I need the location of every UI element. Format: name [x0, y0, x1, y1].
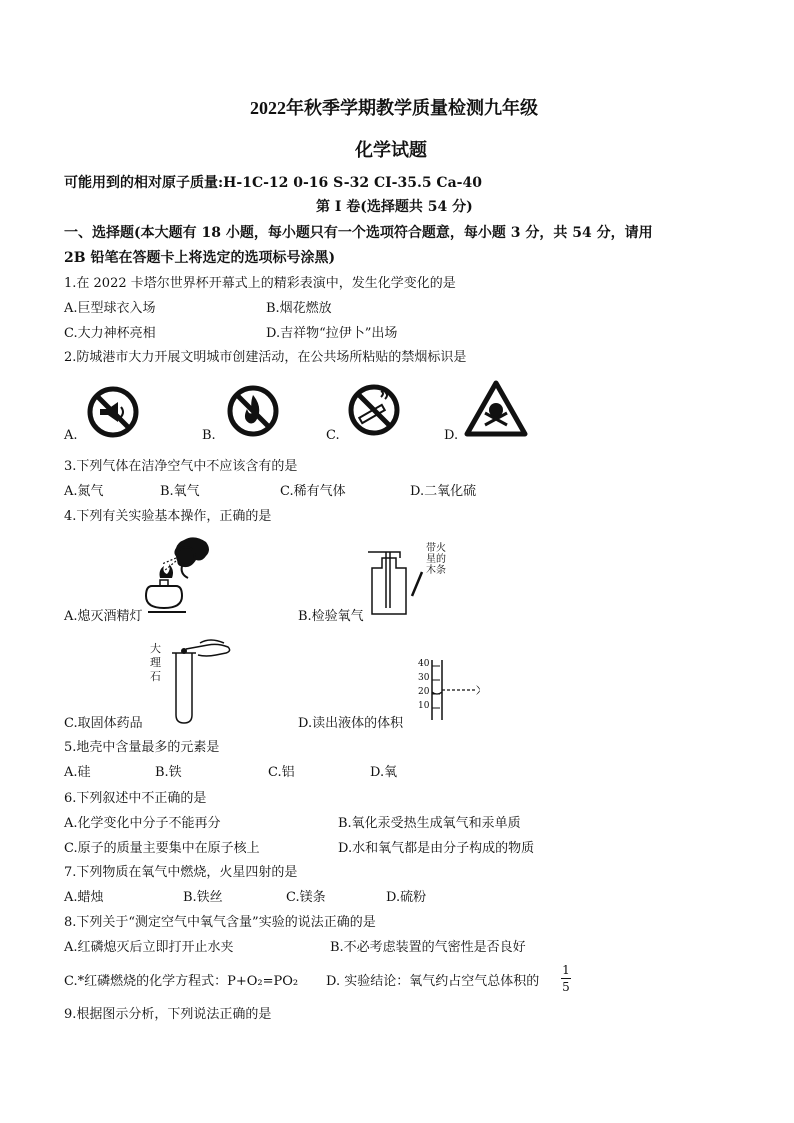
q4-option-c[interactable]: C.取固体药品	[64, 716, 143, 731]
cylinder-tick-30: 30	[418, 673, 430, 683]
no-smoking-sign-icon	[347, 383, 401, 437]
q2-option-a[interactable]: A.	[64, 428, 78, 443]
q5-option-c[interactable]: C.铝	[268, 765, 295, 780]
wood-stick-label-3: 木条	[426, 565, 446, 576]
no-horn-sign-icon	[86, 385, 140, 439]
q6-option-b[interactable]: B.氧化汞受热生成氧气和汞单质	[338, 816, 521, 831]
q5-stem: 5.地壳中含量最多的元素是	[64, 740, 220, 755]
q7-stem: 7.下列物质在氧气中燃烧，火星四射的是	[64, 865, 298, 880]
q6-stem: 6.下列叙述中不正确的是	[64, 791, 207, 806]
atomic-mass-line: 可能用到的相对原子质量:H-1C-12 0-16 S-32 CI-35.5 Ca-40	[64, 175, 482, 191]
fraction-bar	[561, 978, 571, 979]
q2-stem: 2.防城港市大力开展文明城市创建活动，在公共场所粘贴的禁烟标识是	[64, 350, 467, 365]
q8-stem: 8.下列关于“测定空气中氧气含量”实验的说法正确的是	[64, 915, 376, 930]
q3-stem: 3.下列气体在洁净空气中不应该含有的是	[64, 459, 298, 474]
cylinder-tick-20: 20	[418, 687, 430, 697]
exam-subject: 化学试题	[355, 140, 427, 160]
section-instructions-line1: 一、选择题(本大题有 18 小题，每小题只有一个选项符合题意，每小题 3 分，共 54 分，请用	[64, 225, 653, 241]
q6-option-d[interactable]: D.水和氧气都是由分子构成的物质	[338, 841, 535, 856]
q1-option-a[interactable]: A.巨型球衣入场	[64, 301, 156, 316]
q2-option-b[interactable]: B.	[202, 428, 216, 443]
q3-option-b[interactable]: B.氧气	[160, 484, 200, 499]
marble-label-1: 大	[150, 642, 161, 655]
section-instructions-line2: 2B 铅笔在答题卡上将选定的选项标号涂黑)	[64, 250, 336, 266]
blowing-out-lamp-figure	[146, 534, 216, 624]
q1-option-b[interactable]: B.烟花燃放	[266, 301, 332, 316]
q4-option-d[interactable]: D.读出液体的体积	[298, 716, 404, 731]
q8-option-a[interactable]: A.红磷熄灭后立即打开止水夹	[64, 940, 234, 955]
q5-option-b[interactable]: B.铁	[155, 765, 182, 780]
cylinder-tick-40: 40	[418, 659, 430, 669]
fraction-numerator: 1	[562, 963, 570, 977]
q8-option-c[interactable]: C.*红磷燃烧的化学方程式：P+O₂=PO₂	[64, 974, 299, 989]
no-fire-sign-icon	[226, 383, 280, 439]
cylinder-tick-10: 10	[418, 701, 430, 711]
q1-option-c[interactable]: C.大力神杯亮相	[64, 326, 156, 341]
q1-option-d[interactable]: D.吉祥物“拉伊卜”出场	[266, 326, 398, 341]
wood-stick-label-1: 带火	[426, 543, 446, 554]
q6-option-a[interactable]: A.化学变化中分子不能再分	[64, 816, 221, 831]
q1-stem: 1.在 2022 卡塔尔世界杯开幕式上的精彩表演中，发生化学变化的是	[64, 276, 456, 291]
exam-title: 2022年秋季学期教学质量检测九年级	[250, 98, 538, 118]
q2-option-d[interactable]: D.	[444, 428, 459, 443]
q6-option-c[interactable]: C.原子的质量主要集中在原子核上	[64, 841, 260, 856]
marble-label-2: 理	[150, 656, 161, 669]
q4-option-b[interactable]: B.检验氧气	[298, 609, 364, 624]
q8-option-d[interactable]: D. 实验结论：氧气约占空气总体积的	[326, 974, 540, 989]
q9-stem: 9.根据图示分析，下列说法正确的是	[64, 1007, 272, 1022]
q4-option-a[interactable]: A.熄灭酒精灯	[64, 609, 143, 624]
q3-option-d[interactable]: D.二氧化硫	[410, 484, 477, 499]
q3-option-c[interactable]: C.稀有气体	[280, 484, 346, 499]
q7-option-d[interactable]: D.硫粉	[386, 890, 427, 905]
q2-option-c[interactable]: C.	[326, 428, 340, 443]
volume-heading: 第 I 卷(选择题共 54 分)	[316, 199, 473, 215]
wood-stick-label-2: 星的	[426, 554, 446, 565]
q3-option-a[interactable]: A.氮气	[64, 484, 104, 499]
q4-stem: 4.下列有关实验基本操作，正确的是	[64, 509, 272, 524]
test-tube-solid-figure	[160, 637, 240, 727]
toxic-warning-sign-icon	[464, 380, 528, 438]
q7-option-b[interactable]: B.铁丝	[183, 890, 223, 905]
q8-option-b[interactable]: B.不必考虑装置的气密性是否良好	[330, 940, 526, 955]
q5-option-a[interactable]: A.硅	[64, 765, 91, 780]
marble-label-3: 石	[150, 670, 161, 683]
q7-option-c[interactable]: C.镁条	[286, 890, 326, 905]
q5-option-d[interactable]: D.氧	[370, 765, 398, 780]
q7-option-a[interactable]: A.蜡烛	[64, 890, 104, 905]
fraction-denominator: 5	[562, 980, 570, 994]
